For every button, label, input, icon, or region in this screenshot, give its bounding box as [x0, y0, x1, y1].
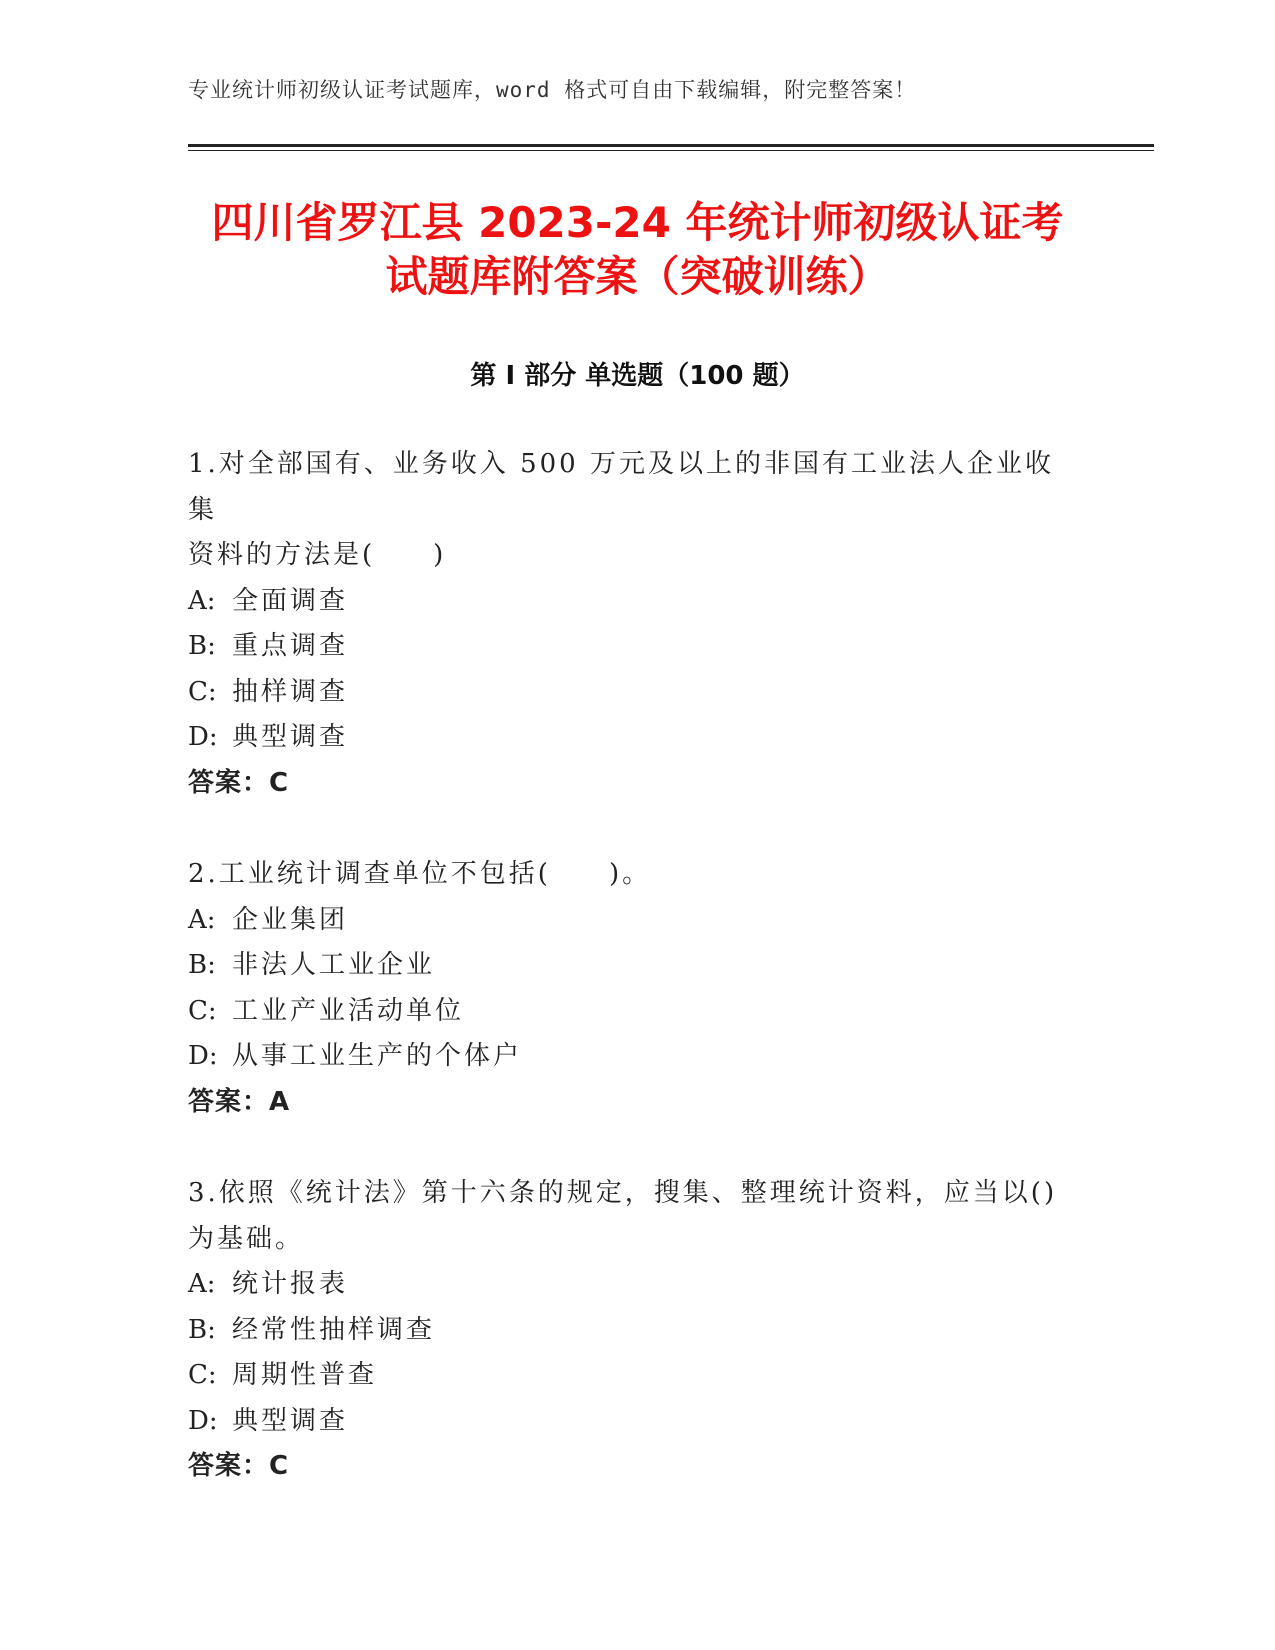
question-stem	[188, 442, 1068, 579]
option-text: 企业集团	[232, 904, 349, 935]
question-stem	[188, 1171, 1068, 1262]
answer-line: 答案：C	[188, 1451, 290, 1481]
option-c	[188, 1353, 1068, 1399]
question-stem-line: 为基础。	[188, 1223, 305, 1254]
option-letter: C:	[188, 1360, 217, 1390]
option-letter: B:	[188, 1314, 216, 1345]
option-b	[188, 1308, 1068, 1354]
option-text: 经常性抽样调查	[232, 1314, 436, 1345]
option-a	[188, 1262, 1068, 1308]
option-a	[188, 579, 1068, 625]
option-c	[188, 989, 1068, 1035]
option-letter: D:	[188, 1405, 218, 1436]
option-b	[188, 943, 1068, 989]
header-note: 专业统计师初级认证考试题库，word 格式可自由下载编辑，附完整答案！	[188, 78, 917, 102]
option-letter: A:	[188, 904, 216, 935]
option-text: 非法人工业企业	[232, 950, 436, 980]
option-letter: C:	[188, 676, 217, 707]
question-stem-line: 1.对全部国有、业务收入 500 万元及以上的非国有工业法人企业收集	[188, 449, 1054, 525]
question-2	[188, 852, 1068, 1125]
option-d	[188, 1399, 1068, 1445]
document-title-line-1: 四川省罗江县 2023-24 年统计师初级认证考	[211, 198, 1064, 247]
question-stem-line: 资料的方法是( )	[188, 540, 447, 570]
option-c	[188, 670, 1068, 716]
option-letter: D:	[188, 1041, 218, 1071]
option-d	[188, 715, 1068, 761]
option-text: 抽样调查	[232, 676, 349, 707]
option-d	[188, 1034, 1068, 1080]
question-1	[188, 442, 1068, 806]
option-letter: D:	[188, 722, 218, 752]
option-text: 工业产业活动单位	[232, 995, 465, 1026]
question-stem	[188, 852, 1068, 898]
option-b	[188, 624, 1068, 670]
header-rule-thin	[188, 150, 1154, 151]
answer-line: 答案：C	[188, 767, 290, 798]
option-text: 统计报表	[232, 1269, 349, 1299]
section-heading: 第 I 部分 单选题（100 题）	[470, 361, 805, 391]
option-letter: B:	[188, 950, 216, 980]
document-title	[150, 196, 1125, 304]
option-text: 重点调查	[232, 631, 349, 661]
answer-line: 答案：A	[188, 1086, 291, 1117]
option-text: 典型调查	[232, 1405, 349, 1436]
question-stem-line: 3.依照《统计法》第十六条的规定，搜集、整理统计资料，应当以()	[188, 1178, 1058, 1208]
header-rule-thick	[188, 144, 1154, 147]
option-a	[188, 898, 1068, 944]
question-3	[188, 1171, 1068, 1490]
option-letter: A:	[188, 585, 216, 616]
option-text: 从事工业生产的个体户	[232, 1041, 523, 1071]
option-text: 周期性普查	[232, 1360, 378, 1390]
option-letter: A:	[188, 1269, 216, 1299]
document-title-line-2: 试题库附答案（突破训练）	[385, 252, 890, 301]
option-text: 全面调查	[232, 585, 349, 616]
option-letter: C:	[188, 995, 217, 1026]
question-list	[188, 442, 1068, 1536]
question-stem-line: 2.工业统计调查单位不包括( )。	[188, 859, 652, 889]
option-text: 典型调查	[232, 722, 349, 752]
option-letter: B:	[188, 631, 216, 661]
